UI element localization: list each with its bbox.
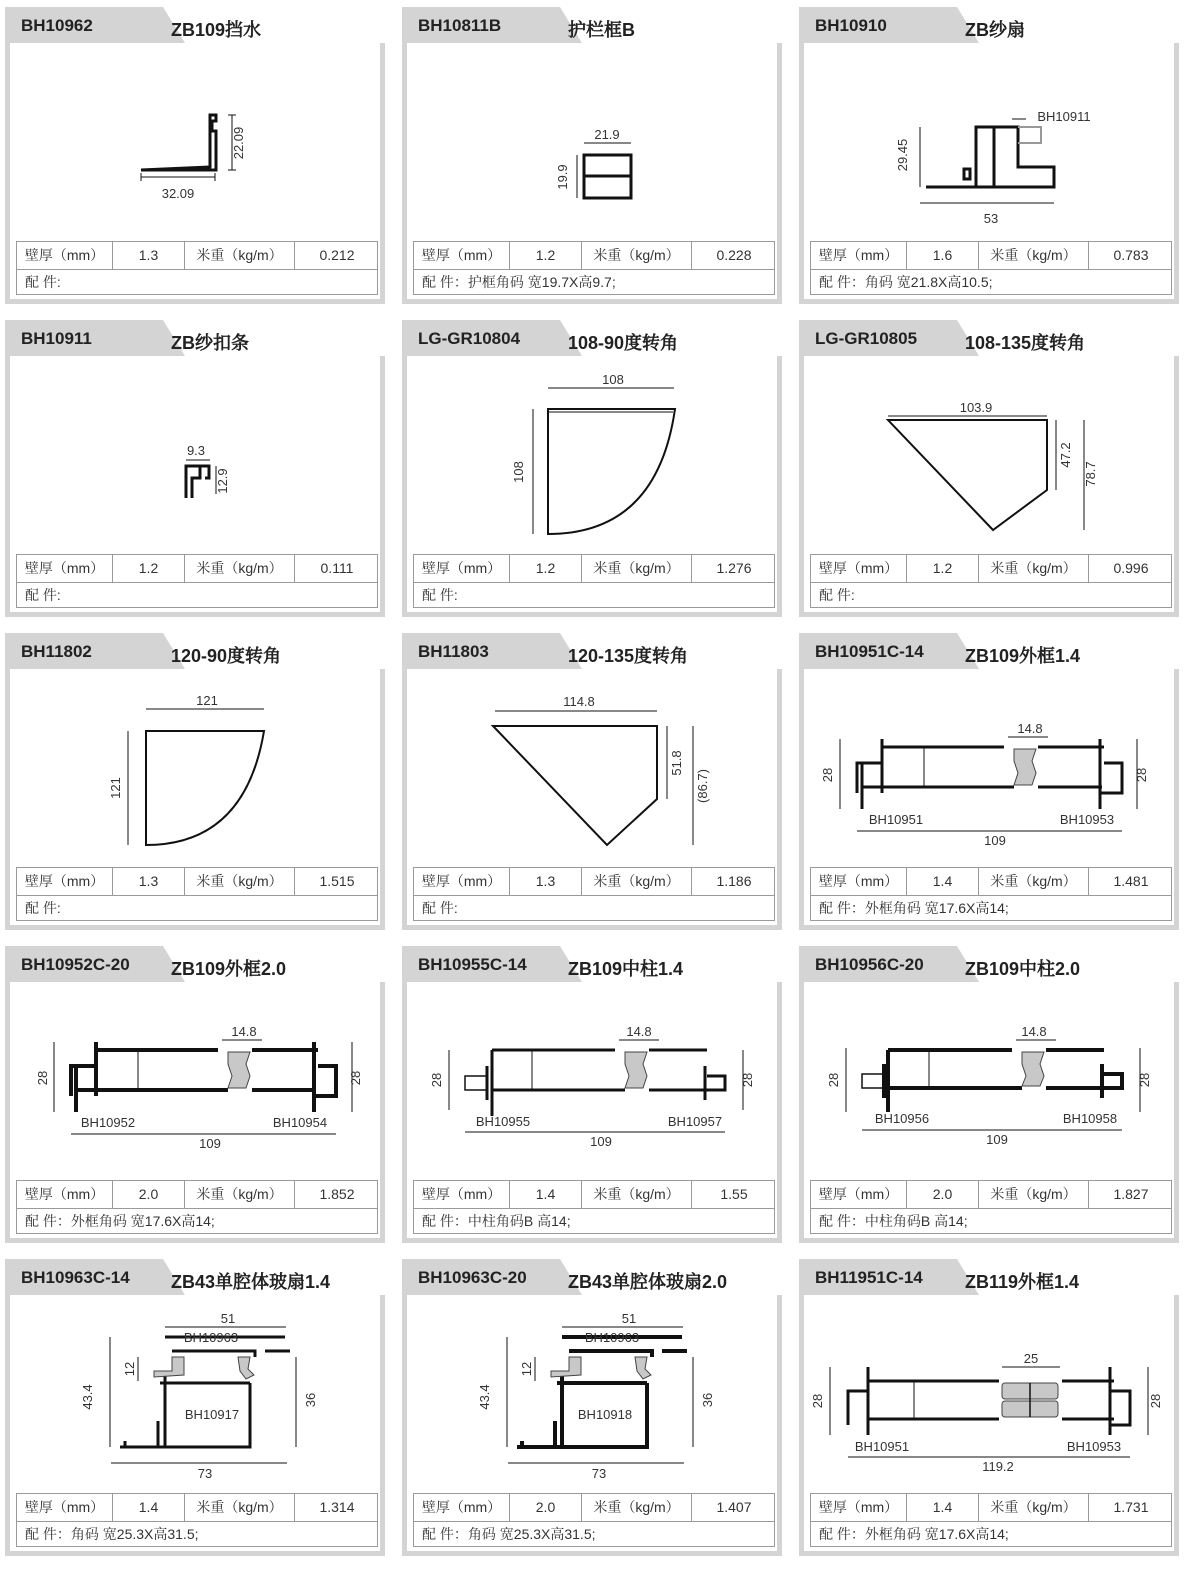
product-code: BH10952C-20 [21, 955, 130, 974]
spec-table [810, 867, 1172, 921]
meter-weight-label: 米重（kg/m） [979, 1181, 1089, 1208]
dim-inner-height: 36 [303, 1392, 318, 1408]
accessories: 配 件：角码 宽25.3X高31.5; [25, 1526, 199, 1542]
wall-thickness-value: 2.0 [907, 1181, 979, 1208]
wall-thickness-label: 壁厚（mm） [414, 868, 510, 895]
product-code: BH10910 [815, 16, 887, 35]
product-card [799, 633, 1179, 930]
accessories: 配 件: [25, 274, 61, 290]
dim-width: 109 [984, 833, 1006, 848]
dim-width: 109 [590, 1134, 612, 1149]
sub-part-left: BH10951 [854, 1439, 910, 1454]
accessories: 配 件：外框角码 宽17.6X高14; [819, 1526, 1009, 1542]
dim-width: 119.2 [982, 1459, 1014, 1474]
sub-part-right: BH10954 [272, 1115, 328, 1130]
wall-thickness-label: 壁厚（mm） [811, 1181, 907, 1208]
meter-weight-value: 0.783 [1113, 247, 1149, 263]
dim-width: 9.3 [186, 443, 206, 458]
spec-table [16, 241, 378, 295]
card-body [407, 43, 777, 299]
spec-table [413, 241, 775, 295]
profile-drawing [804, 669, 1174, 865]
meter-weight-value: 1.186 [716, 873, 752, 889]
spec-table [16, 554, 378, 608]
product-card [799, 7, 1179, 304]
meter-weight-label: 米重（kg/m） [582, 1494, 692, 1521]
meter-weight-label: 米重（kg/m） [582, 868, 692, 895]
card-body [10, 982, 380, 1238]
meter-weight-value: 0.228 [716, 247, 752, 263]
wall-thickness-label: 壁厚（mm） [414, 242, 510, 269]
accessories: 配 件：中柱角码B 高14; [819, 1213, 968, 1229]
wall-thickness-label: 壁厚（mm） [811, 1494, 907, 1521]
sub-part-label: BH10911 [1037, 109, 1091, 124]
product-code: BH10963C-20 [418, 1268, 527, 1287]
product-name: ZB109外框2.0 [171, 959, 287, 979]
dim-width: 103.9 [959, 400, 993, 415]
wall-thickness-label: 壁厚（mm） [17, 1494, 113, 1521]
product-card [402, 633, 782, 930]
sub-part-left: BH10955 [475, 1114, 531, 1129]
dim-inner-height: 51.8 [669, 750, 684, 776]
accessories: 配 件：角码 宽21.8X高10.5; [819, 274, 993, 290]
dim-total-height: 43.4 [477, 1384, 492, 1410]
dim-small-height: 12 [122, 1361, 137, 1377]
card-header [402, 320, 782, 356]
card-body [804, 1295, 1174, 1551]
card-header [5, 320, 385, 356]
meter-weight-value: 1.515 [319, 873, 355, 889]
card-header [5, 946, 385, 982]
dim-right-height: 28 [1137, 1072, 1152, 1088]
meter-weight-label: 米重（kg/m） [185, 868, 295, 895]
dim-total-height: 78.7 [1083, 461, 1098, 487]
profile-drawing [10, 43, 380, 239]
card-body [10, 356, 380, 612]
product-code: BH10911 [21, 329, 92, 348]
meter-weight-label: 米重（kg/m） [582, 555, 692, 582]
product-name: ZB43单腔体玻扇2.0 [568, 1272, 728, 1292]
product-name: ZB109外框1.4 [965, 646, 1081, 666]
wall-thickness-value: 1.4 [510, 1181, 582, 1208]
meter-weight-value: 1.827 [1113, 1186, 1149, 1202]
product-card [799, 320, 1179, 617]
profile-drawing [804, 43, 1174, 239]
accessories: 配 件：角码 宽25.3X高31.5; [422, 1526, 596, 1542]
spec-table [16, 1180, 378, 1234]
product-code: BH10962 [21, 16, 93, 35]
product-name: ZB纱扇 [965, 20, 1025, 40]
dim-left-height: 28 [810, 1393, 825, 1409]
wall-thickness-value: 1.3 [113, 242, 185, 269]
product-code: BH10963C-14 [21, 1268, 130, 1287]
wall-thickness-value: 1.2 [510, 242, 582, 269]
wall-thickness-value: 1.2 [113, 555, 185, 582]
profile-drawing [407, 43, 777, 239]
spec-table [810, 554, 1172, 608]
product-name: 108-135度转角 [965, 333, 1086, 353]
meter-weight-label: 米重（kg/m） [582, 1181, 692, 1208]
dim-break-width: 25 [1023, 1351, 1039, 1366]
spec-table [413, 554, 775, 608]
wall-thickness-value: 1.6 [907, 242, 979, 269]
wall-thickness-value: 2.0 [113, 1181, 185, 1208]
card-header [402, 633, 782, 669]
dim-width: 73 [591, 1466, 607, 1481]
product-card [402, 320, 782, 617]
card-header [5, 7, 385, 43]
product-card [402, 946, 782, 1243]
meter-weight-value: 1.852 [319, 1186, 355, 1202]
accessories: 配 件: [422, 900, 458, 916]
profile-drawing [804, 356, 1174, 552]
dim-width: 109 [199, 1136, 221, 1151]
card-body [804, 669, 1174, 925]
card-body [804, 356, 1174, 612]
dim-height: 121 [108, 777, 123, 799]
card-body [804, 43, 1174, 299]
profile-drawing [10, 356, 380, 552]
card-header [5, 1259, 385, 1295]
dim-left-height: 28 [35, 1070, 50, 1086]
card-header [5, 633, 385, 669]
profile-drawing [407, 982, 777, 1178]
accessories: 配 件: [819, 587, 855, 603]
product-card [402, 1259, 782, 1556]
profile-drawing [407, 356, 777, 552]
accessories: 配 件：护框角码 宽19.7X高9.7; [422, 274, 616, 290]
dim-total-height: 43.4 [80, 1384, 95, 1410]
card-body [804, 982, 1174, 1238]
card-header [799, 320, 1179, 356]
dim-width: 73 [197, 1466, 213, 1481]
product-code: BH10951C-14 [815, 642, 924, 661]
meter-weight-label: 米重（kg/m） [185, 1494, 295, 1521]
wall-thickness-value: 1.2 [510, 555, 582, 582]
dim-width: 53 [983, 211, 999, 226]
accessories: 配 件：外框角码 宽17.6X高14; [25, 1213, 215, 1229]
accessories: 配 件: [25, 587, 61, 603]
wall-thickness-label: 壁厚（mm） [811, 555, 907, 582]
product-card [5, 320, 385, 617]
dim-height: 12.9 [215, 468, 230, 494]
product-code: BH10955C-14 [418, 955, 527, 974]
dim-top-width: 51 [220, 1311, 236, 1326]
meter-weight-value: 1.314 [319, 1499, 355, 1515]
meter-weight-label: 米重（kg/m） [185, 555, 295, 582]
dim-width: 108 [602, 372, 624, 387]
dim-right-height: 28 [1148, 1393, 1163, 1409]
meter-weight-value: 1.407 [716, 1499, 752, 1515]
product-name: 护栏框B [568, 20, 635, 40]
accessories: 配 件：中柱角码B 高14; [422, 1213, 571, 1229]
card-body [10, 1295, 380, 1551]
product-name: ZB43单腔体玻扇1.4 [171, 1272, 331, 1292]
meter-weight-label: 米重（kg/m） [185, 242, 295, 269]
spec-table [16, 867, 378, 921]
product-code: BH11803 [418, 642, 489, 661]
card-header [799, 7, 1179, 43]
dim-left-height: 28 [820, 767, 835, 783]
product-card [402, 7, 782, 304]
product-name: ZB纱扣条 [171, 333, 249, 353]
meter-weight-label: 米重（kg/m） [979, 555, 1089, 582]
dim-break-width: 14.8 [1021, 1024, 1047, 1039]
dim-width: 21.9 [594, 127, 620, 142]
spec-table [16, 1493, 378, 1547]
dim-width: 109 [986, 1132, 1008, 1147]
spec-table [413, 867, 775, 921]
spec-table [413, 1180, 775, 1234]
product-name: 108-90度转角 [568, 333, 679, 353]
sub-part-left: BH10951 [868, 812, 924, 827]
profile-drawing [407, 669, 777, 865]
meter-weight-value: 1.55 [720, 1186, 748, 1202]
wall-thickness-value: 1.4 [907, 1494, 979, 1521]
accessories: 配 件: [25, 900, 61, 916]
dim-left-height: 28 [429, 1072, 444, 1088]
wall-thickness-value: 1.4 [113, 1494, 185, 1521]
dim-top-width: 51 [621, 1311, 637, 1326]
card-body [407, 982, 777, 1238]
dim-small-height: 12 [519, 1361, 534, 1377]
sub-part-right: BH10958 [1062, 1111, 1118, 1126]
product-code: BH11951C-14 [815, 1268, 923, 1287]
card-header [402, 1259, 782, 1295]
meter-weight-value: 1.481 [1113, 873, 1149, 889]
dim-width: 114.8 [563, 694, 595, 709]
wall-thickness-label: 壁厚（mm） [414, 1181, 510, 1208]
sub-part-left: BH10952 [80, 1115, 136, 1130]
sub-part-center: BH10917 [184, 1407, 240, 1422]
card-header [402, 946, 782, 982]
profile-drawing [10, 669, 380, 865]
wall-thickness-label: 壁厚（mm） [17, 555, 113, 582]
dim-inner-height: 47.2 [1058, 442, 1073, 468]
wall-thickness-label: 壁厚（mm） [414, 1494, 510, 1521]
profile-drawing [10, 1295, 380, 1491]
wall-thickness-label: 壁厚（mm） [17, 1181, 113, 1208]
card-header [799, 946, 1179, 982]
spec-table [810, 1493, 1172, 1547]
wall-thickness-value: 1.3 [113, 868, 185, 895]
spec-table [810, 1180, 1172, 1234]
card-body [407, 356, 777, 612]
meter-weight-value: 1.276 [716, 560, 752, 576]
meter-weight-value: 0.111 [320, 560, 354, 576]
product-name: ZB109挡水 [171, 20, 262, 40]
sub-part-top: BH10963 [183, 1330, 239, 1345]
sub-part-left: BH10956 [874, 1111, 930, 1126]
dim-height: 108 [511, 461, 526, 483]
card-body [10, 669, 380, 925]
card-header [799, 633, 1179, 669]
product-card [5, 633, 385, 930]
product-name: ZB109中柱2.0 [965, 959, 1081, 979]
product-card [5, 7, 385, 304]
dim-break-width: 14.8 [626, 1024, 652, 1039]
sub-part-right: BH10953 [1059, 812, 1115, 827]
wall-thickness-label: 壁厚（mm） [17, 242, 113, 269]
meter-weight-label: 米重（kg/m） [979, 1494, 1089, 1521]
meter-weight-label: 米重（kg/m） [979, 868, 1089, 895]
product-card [799, 946, 1179, 1243]
meter-weight-value: 1.731 [1113, 1499, 1149, 1515]
product-name: ZB119外框1.4 [965, 1272, 1080, 1292]
product-code: LG-GR10805 [815, 329, 918, 348]
spec-table [810, 241, 1172, 295]
card-header [799, 1259, 1179, 1295]
meter-weight-label: 米重（kg/m） [185, 1181, 295, 1208]
profile-drawing [804, 1295, 1174, 1491]
accessories: 配 件: [422, 587, 458, 603]
meter-weight-value: 0.212 [319, 247, 355, 263]
sub-part-center: BH10918 [577, 1407, 633, 1422]
product-code: BH10956C-20 [815, 955, 924, 974]
dim-right-height: 28 [740, 1072, 755, 1088]
card-body [407, 669, 777, 925]
meter-weight-label: 米重（kg/m） [582, 242, 692, 269]
profile-drawing [804, 982, 1174, 1178]
wall-thickness-label: 壁厚（mm） [811, 868, 907, 895]
meter-weight-label: 米重（kg/m） [979, 242, 1089, 269]
product-name: 120-90度转角 [171, 646, 282, 666]
dim-height: 29.45 [895, 138, 910, 172]
card-body [10, 43, 380, 299]
dim-height: 22.09 [231, 126, 246, 160]
wall-thickness-value: 2.0 [510, 1494, 582, 1521]
product-card [5, 1259, 385, 1556]
dim-inner-height: 36 [700, 1392, 715, 1408]
profile-drawing [10, 982, 380, 1178]
product-name: 120-135度转角 [568, 646, 689, 666]
accessories: 配 件：外框角码 宽17.6X高14; [819, 900, 1009, 916]
dim-break-width: 14.8 [231, 1024, 257, 1039]
wall-thickness-label: 壁厚（mm） [414, 555, 510, 582]
wall-thickness-value: 1.4 [907, 868, 979, 895]
card-header [402, 7, 782, 43]
dim-total-height: (86.7) [695, 769, 710, 803]
dim-width: 32.09 [161, 186, 195, 201]
wall-thickness-value: 1.3 [510, 868, 582, 895]
dim-right-height: 28 [348, 1070, 363, 1086]
wall-thickness-label: 壁厚（mm） [17, 868, 113, 895]
dim-width: 121 [196, 693, 218, 708]
card-body [407, 1295, 777, 1551]
sub-part-top: BH10963 [584, 1330, 640, 1345]
product-card [799, 1259, 1179, 1556]
meter-weight-value: 0.996 [1113, 560, 1149, 576]
product-name: ZB109中柱1.4 [568, 959, 684, 979]
dim-height: 19.9 [555, 164, 570, 190]
product-code: BH11802 [21, 642, 92, 661]
sub-part-right: BH10953 [1066, 1439, 1122, 1454]
profile-drawing [407, 1295, 777, 1491]
wall-thickness-value: 1.2 [907, 555, 979, 582]
product-code: BH10811B [418, 16, 502, 35]
product-code: LG-GR10804 [418, 329, 521, 348]
dim-break-width: 14.8 [1017, 721, 1043, 736]
dim-right-height: 28 [1134, 767, 1149, 783]
spec-table [413, 1493, 775, 1547]
product-card [5, 946, 385, 1243]
dim-left-height: 28 [826, 1072, 841, 1088]
wall-thickness-label: 壁厚（mm） [811, 242, 907, 269]
sub-part-right: BH10957 [667, 1114, 723, 1129]
